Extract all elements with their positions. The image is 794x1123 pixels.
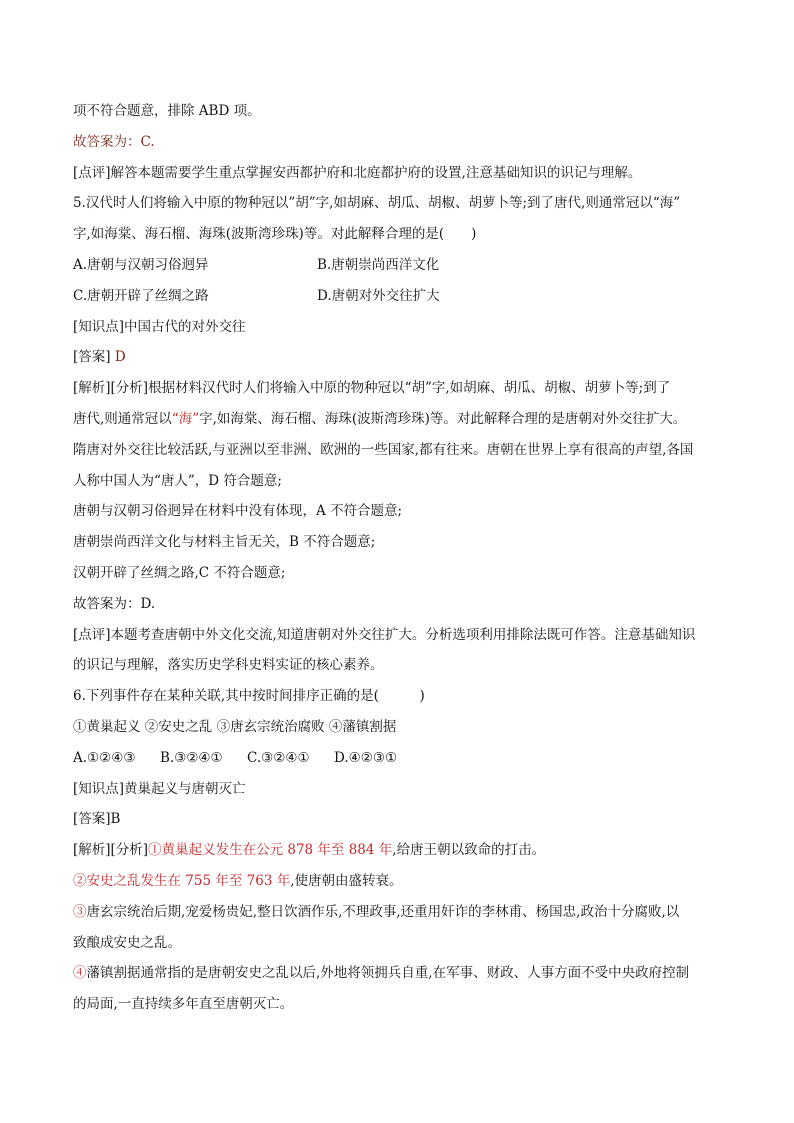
q5-stem-2: 字,如海棠、海石榴、海珠(波斯湾珍珠)等。对此解释合理的是( ): [73, 226, 477, 243]
q6-knowledge: [知识点]黄巢起义与唐朝灭亡: [73, 780, 246, 797]
q5-analysis-2c: 字,如海棠、海石榴、海珠(波斯湾珍珠)等。对此解释合理的是唐朝对外交往扩大。: [199, 410, 687, 427]
q6-analysis-3-text: 唐玄宗统治后期,宠爱杨贵妃,整日饮酒作乐,不理政事,还重用奸诈的李林甫、杨国忠,政治十分腐败,以: [86, 903, 680, 920]
q5-analysis-2a: 唐代,则通常冠以: [73, 410, 172, 427]
q5-answer-line: [73, 342, 723, 373]
q5-explain-a: 唐朝与汉朝习俗迥异在材料中没有体现，A 不符合题意;: [73, 503, 403, 520]
q4-comment-text: 解答本题需要学生重点掌握安西都护府和北庭都护府的设置,注意基础知识的识记与理解。: [110, 164, 642, 181]
q4-answer-prefix: 故答案为：: [73, 133, 141, 150]
q4-tail-text: 项不符合题意，排除 ABD 项。: [73, 103, 261, 119]
q5-analysis-line-2: [73, 404, 723, 435]
q5-explain-b-line: [73, 527, 723, 558]
q6-analysis-tag: [解析][分析]: [73, 842, 149, 859]
q5-option-a: A.唐朝与汉朝习俗迥异: [73, 256, 209, 273]
q6-options-row: [73, 743, 723, 774]
q5-knowledge-line: [73, 312, 723, 343]
q6-stem: 6.下列事件存在某种关联,其中按时间排序正确的是( ): [73, 688, 425, 705]
q6-analysis-line-5: [73, 958, 723, 989]
q6-items-line: [73, 712, 723, 743]
q4-comment-line: [73, 158, 723, 189]
q5-analysis-3: 隋唐对外交往比较活跃,与亚洲以至非洲、欧洲的一些国家,都有往来。唐朝在世界上享有很高的声望,各国: [73, 441, 694, 458]
q5-options-row-2: [73, 281, 723, 312]
q6-analysis-4-cont: 的局面,一直持续多年直至唐朝灭亡。: [73, 996, 294, 1013]
q6-answer-value: B: [110, 811, 121, 828]
q6-option-a: A.①②④③: [73, 749, 136, 766]
q4-comment-tag: [点评]: [73, 164, 111, 181]
q4-answer-value: C.: [140, 133, 155, 150]
q4-answer-line: [73, 127, 723, 158]
q6-items: ①黄巢起义 ②安史之乱 ③唐玄宗统治腐败 ④藩镇割据: [73, 718, 397, 735]
q6-analysis-line-3: [73, 897, 723, 928]
q5-stem-line-2: [73, 219, 723, 250]
q5-explain-c-line: [73, 558, 723, 589]
q5-comment-tag: [点评]: [73, 626, 111, 643]
q5-option-c: C.唐朝开辟了丝绸之路: [73, 287, 209, 304]
q5-final-answer-line: [73, 589, 723, 620]
q5-knowledge: [知识点]中国古代的对外交往: [73, 318, 246, 335]
q5-stem-line-1: [73, 188, 723, 219]
q6-analysis-3-cont: 致酿成安史之乱。: [73, 934, 181, 951]
q5-explain-b: 唐朝崇尚西洋文化与材料主旨无关，B 不符合题意;: [73, 534, 376, 551]
q6-analysis-line-1: [73, 835, 723, 866]
q6-option-b: B.③②④①: [160, 749, 223, 766]
q6-knowledge-line: [73, 774, 723, 805]
q5-final-answer-prefix: 故答案为：: [73, 595, 141, 612]
q5-explain-a-line: [73, 496, 723, 527]
q5-analysis-4: 人称中国人为“唐人”，D 符合题意;: [73, 472, 282, 489]
q6-option-d: D.④②③①: [334, 749, 398, 766]
q6-analysis-4-text: 藩镇割据通常指的是唐朝安史之乱以后,外地将领拥兵自重,在军事、财政、人事方面不受中央政府控制: [86, 965, 690, 982]
q5-analysis-2b: “海”: [171, 410, 200, 427]
q5-analysis-line-4: [73, 466, 723, 497]
q5-analysis-1: [解析][分析]根据材料汉代时人们将输入中原的物种冠以“胡”字,如胡麻、胡瓜、胡椒、胡萝卜等;到了: [73, 380, 671, 397]
q6-analysis-line-4: [73, 928, 723, 959]
q5-option-b: B.唐朝崇尚西洋文化: [317, 256, 440, 273]
document-page: [73, 96, 723, 1020]
q5-options-row-1: [73, 250, 723, 281]
q5-answer-tag: [答案]: [73, 349, 111, 366]
q6-option-c: C.③②④①: [247, 749, 310, 766]
q6-analysis-2-rest: ,使唐朝由盛转衰。: [290, 872, 403, 889]
q5-analysis-line-1: [73, 373, 723, 404]
q5-option-d: D.唐朝对外交往扩大: [317, 287, 440, 304]
q5-comment-line-1: [73, 620, 723, 651]
q5-final-answer-value: D.: [140, 595, 156, 612]
q6-analysis-3-mark: ③: [73, 903, 87, 920]
q5-comment-line-2: [73, 650, 723, 681]
q5-comment-1: 本题考查唐朝中外文化交流,知道唐朝对外交往扩大。分析选项利用排除法既可作答。注意基础知识: [110, 626, 696, 643]
q5-analysis-line-3: [73, 435, 723, 466]
q5-comment-2: 的识记与理解，落实历史学科史料实证的核心素养。: [73, 657, 384, 674]
q6-answer-tag: [答案]: [73, 811, 111, 828]
q4-tail-line: [73, 96, 723, 127]
q5-explain-c: 汉朝开辟了丝绸之路,C 不符合题意;: [73, 564, 286, 581]
q6-analysis-4-mark: ④: [73, 965, 87, 982]
q6-analysis-line-2: [73, 866, 723, 897]
q6-stem-line: [73, 681, 723, 712]
q5-stem-1: 5.汉代时人们将输入中原的物种冠以”胡”字,如胡麻、胡瓜、胡椒、胡萝卜等;到了唐代,则通常冠以“海”: [73, 195, 681, 212]
q6-analysis-2: ②安史之乱发生在 755 年至 763 年: [73, 872, 291, 889]
q5-answer-value: D: [114, 349, 126, 366]
q6-analysis-1: ①黄巢起义发生在公元 878 年至 884 年: [148, 842, 393, 859]
q6-analysis-line-6: [73, 989, 723, 1020]
q6-analysis-1-rest: ,给唐王朝以致命的打击。: [392, 842, 546, 859]
q6-answer-line: [73, 804, 723, 835]
